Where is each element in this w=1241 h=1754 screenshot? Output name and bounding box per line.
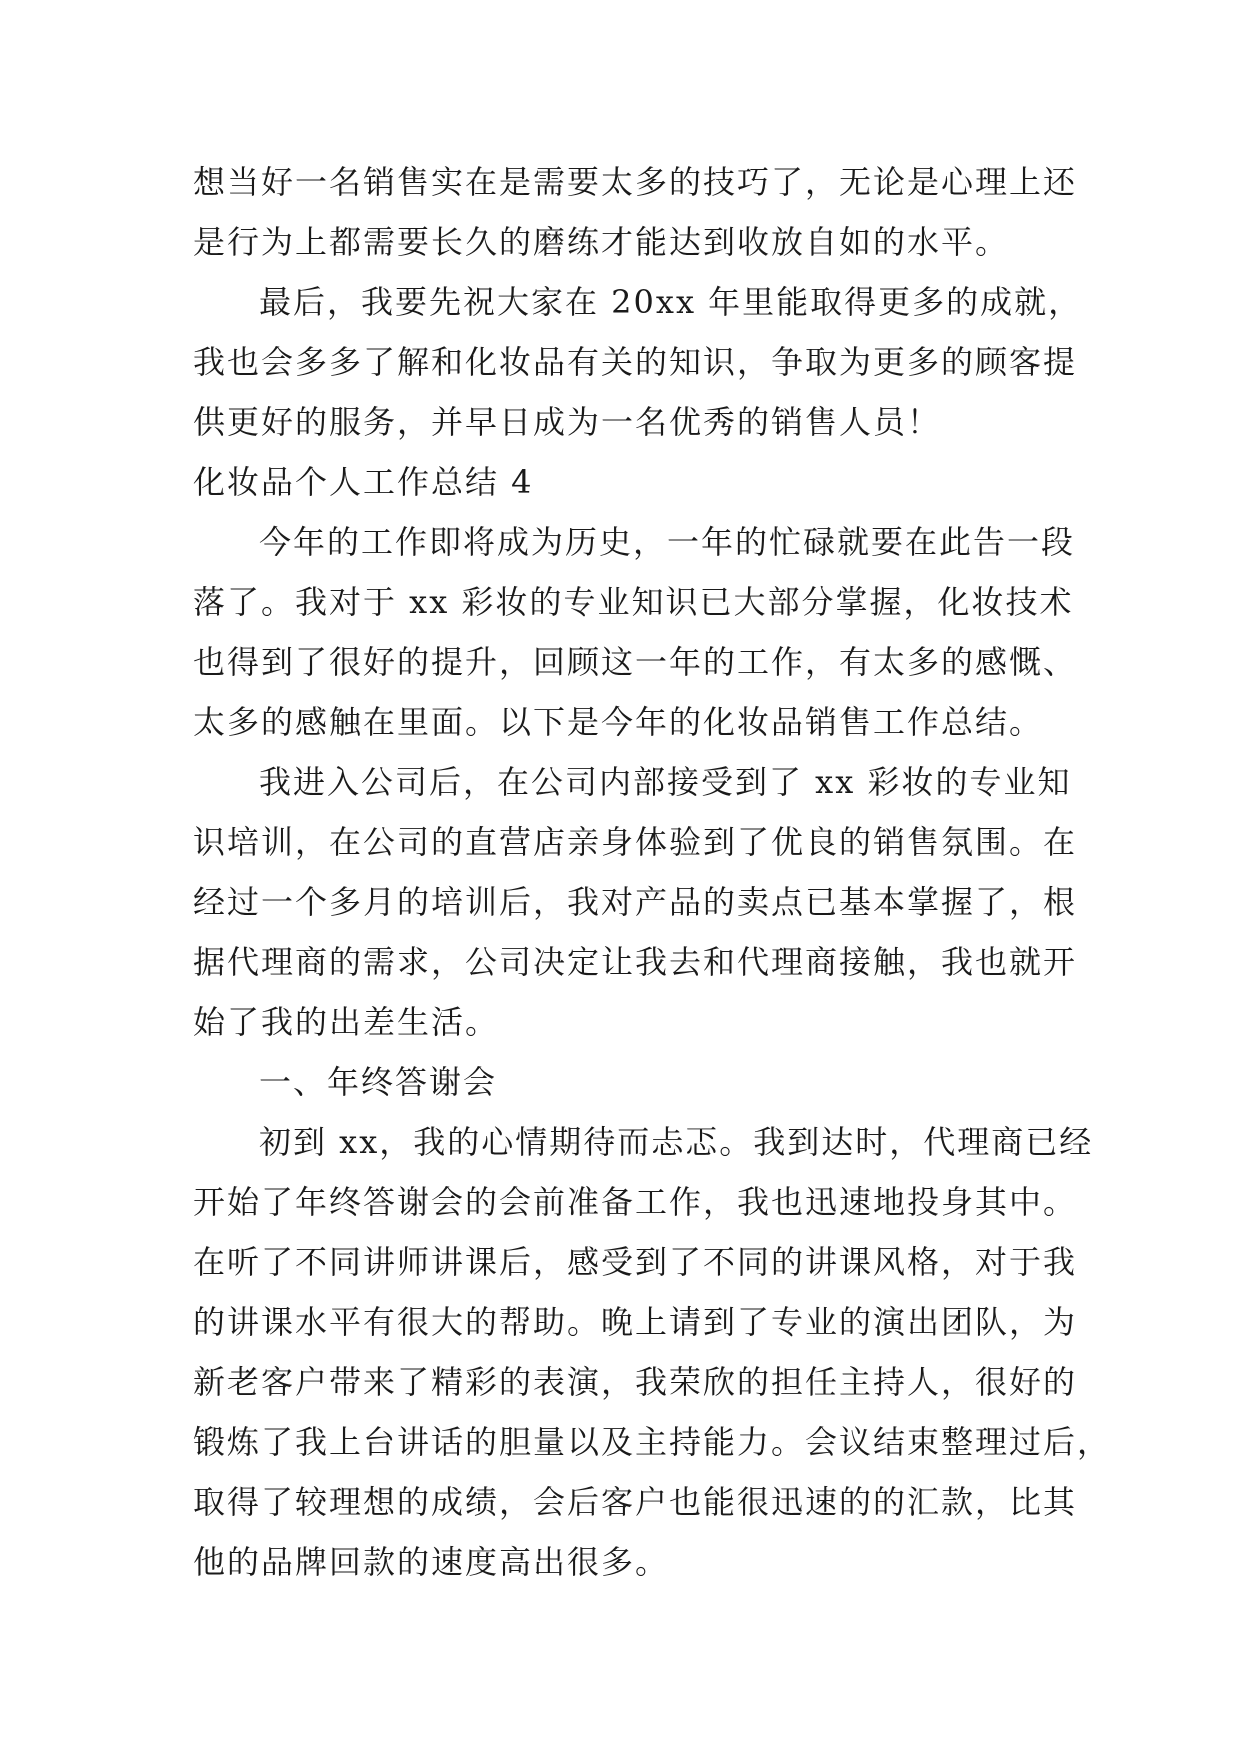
paragraph-start-line: 今年的工作即将成为历史，一年的忙碌就要在此告一段 xyxy=(259,523,1076,561)
paragraph-start-line: 最后，我要先祝大家在 20xx 年里能取得更多的成就， xyxy=(259,283,1083,321)
text-line: 识培训，在公司的直营店亲身体验到了优良的销售氛围。在 xyxy=(193,823,1078,861)
paragraph-start-line: 初到 xx，我的心情期待而忐忑。我到达时，代理商已经 xyxy=(259,1123,1094,1161)
text-line: 供更好的服务，并早日成为一名优秀的销售人员！ xyxy=(193,403,942,441)
text-line: 也得到了很好的提升，回顾这一年的工作，有太多的感慨、 xyxy=(193,643,1078,681)
text-line: 我也会多多了解和化妆品有关的知识，争取为更多的顾客提 xyxy=(193,343,1078,381)
text-line: 新老客户带来了精彩的表演，我荣欣的担任主持人，很好的 xyxy=(193,1363,1078,1401)
text-line: 始了我的出差生活。 xyxy=(193,1003,500,1041)
text-line: 在听了不同讲师讲课后，感受到了不同的讲课风格，对于我 xyxy=(193,1243,1078,1281)
document-page xyxy=(193,152,1112,1592)
text-line: 他的品牌回款的速度高出很多。 xyxy=(193,1543,670,1581)
text-line: 是行为上都需要长久的磨练才能达到收放自如的水平。 xyxy=(193,223,1010,261)
text-line: 据代理商的需求，公司决定让我去和代理商接触，我也就开 xyxy=(193,943,1078,981)
text-line: 开始了年终答谢会的会前准备工作，我也迅速地投身其中。 xyxy=(193,1183,1078,1221)
text-line: 锻炼了我上台讲话的胆量以及主持能力。会议结束整理过后， xyxy=(193,1423,1112,1461)
text-line: 想当好一名销售实在是需要太多的技巧了，无论是心理上还 xyxy=(193,163,1078,201)
section-title: 化妆品个人工作总结 4 xyxy=(193,463,534,501)
text-line: 落了。我对于 xx 彩妆的专业知识已大部分掌握，化妆技术 xyxy=(193,583,1074,621)
paragraph-start-line: 我进入公司后，在公司内部接受到了 xx 彩妆的专业知 xyxy=(259,763,1072,801)
subsection-heading: 一、年终答谢会 xyxy=(259,1063,498,1101)
text-line: 的讲课水平有很大的帮助。晚上请到了专业的演出团队，为 xyxy=(193,1303,1078,1341)
text-line: 取得了较理想的成绩，会后客户也能很迅速的的汇款，比其 xyxy=(193,1483,1078,1521)
text-line: 太多的感触在里面。以下是今年的化妆品销售工作总结。 xyxy=(193,703,1044,741)
text-line: 经过一个多月的培训后，我对产品的卖点已基本掌握了，根 xyxy=(193,883,1078,921)
